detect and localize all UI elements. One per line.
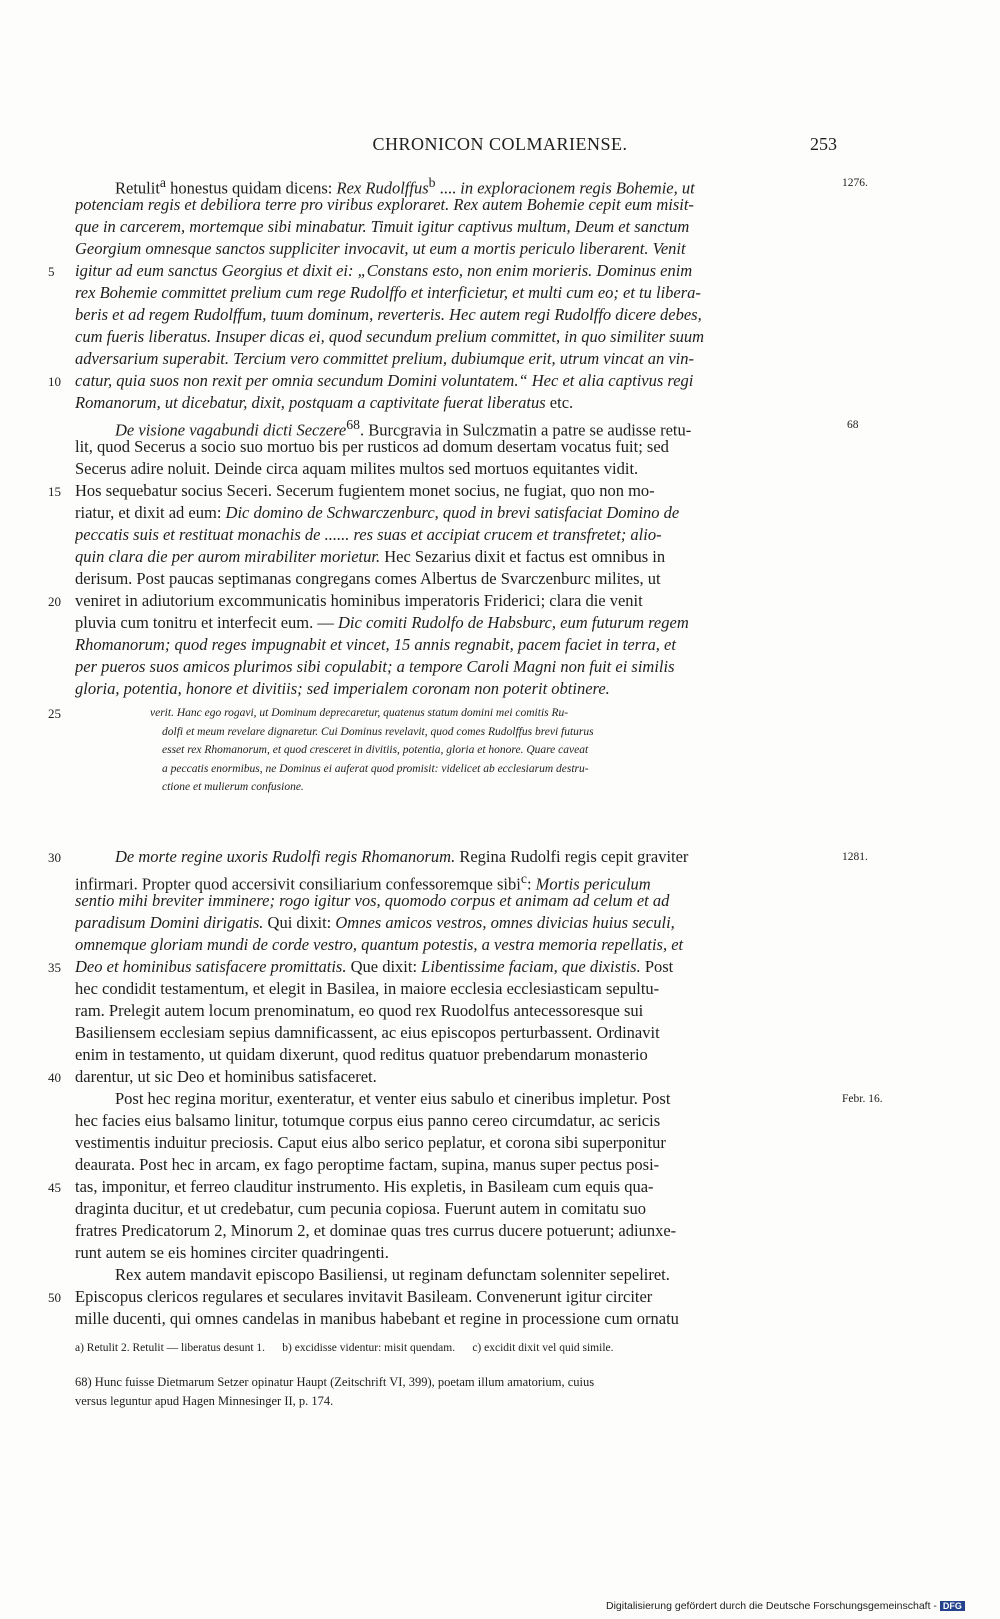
quotation-block <box>150 704 850 797</box>
text-line: Rex autem mandavit episcopo Basiliensi, ut reginam defunctam solenniter sepeliret. <box>115 1265 670 1284</box>
line-number: 25 <box>48 706 61 721</box>
quotation-line: dolfi et meum revelare dignaretur. Cui Dominus revelavit, quod comes Rudolffus brevi futurus <box>162 725 594 738</box>
margin-date: Febr. 16. <box>842 1093 883 1105</box>
text-line: hec condidit testamentum, et elegit in Basilea, in maiore ecclesia ecclesiasticam sepultu- <box>75 979 660 998</box>
text-line: Episcopus clericos regulares et seculares invitavit Basileam. Convenerunt igitur circiter <box>75 1287 653 1306</box>
text-line: De visione vagabundi dicti Seczere$^{68}$. Burcgravia in Sulczmatin a patre se audisse retu- <box>115 417 692 440</box>
apparatus-footnotes: a) Retulit 2. Retulit — liberatus desunt 1. b) excidisse videntur: misit quendam. c) excidit dixit vel quid simile. <box>75 1342 614 1354</box>
text-line: Secerus adire noluit. Deinde circa aquam milites multos sed mortuos equitantes vidit. <box>75 459 639 478</box>
text-line: deaurata. Post hec in arcam, ex fago peroptime factam, supina, manus super pectus posi- <box>75 1155 660 1174</box>
line-number: 30 <box>48 850 61 865</box>
text-line: Hos sequebatur socius Seceri. Secerum fugientem monet socius, ne fugiat, quo non mo- <box>75 481 655 500</box>
line-number: 10 <box>48 374 61 389</box>
quotation-line: a peccatis enormibus, ne Dominus ei auferat quod promisit: videlicet ab ecclesiarum destru- <box>162 762 589 775</box>
text-line: vestimentis induitur preciosis. Caput eius albo serico peplatur, et corona sibi superponitur <box>75 1133 666 1152</box>
text-line: que in carcerem, mortemque sibi minabatur. Timuit igitur captivus multum, Deum et sanctum <box>75 217 690 236</box>
text-line: infirmari. Propter quod accersivit consiliarium confessoremque sibi$^c$: Mortis periculum <box>75 871 651 894</box>
text-line: quin clara die per aurom mirabiliter morietur. Hec Sezarius dixit et factus est omnibus in <box>75 547 666 566</box>
text-line: enim in testamento, ut quidam dixerunt, quod reditus quatuor prebendarum monasterio <box>75 1045 648 1064</box>
footnote-68-cont: versus leguntur apud Hagen Minnesinger II, p. 174. <box>75 1394 334 1408</box>
line-number: 40 <box>48 1070 61 1085</box>
text-line: omnemque gloriam mundi de corde vestro, quantum potestis, a vestra memoria repellatis, et <box>75 935 684 954</box>
line-number: 45 <box>48 1180 61 1195</box>
text-line: Post hec regina moritur, exenteratur, et venter eius sabulo et cineribus impletur. Post <box>115 1089 671 1108</box>
text-line: ram. Prelegit autem locum prenominatum, eo quod rex Ruodolfus antecessoresque sui <box>75 1001 644 1020</box>
text-line: Deo et hominibus satisfacere promittatis. Que dixit: Libentissime faciam, que dixistis. Post <box>75 957 674 976</box>
margin-note-ref: 68 <box>847 419 859 431</box>
quotation-line: esset rex Rhomanorum, et quod cresceret in divitiis, potentia, gloria et honore. Quare caveat <box>162 744 589 756</box>
quotation-line: ctione et mulierum confusione. <box>162 781 304 793</box>
text-line: paradisum Domini dirigatis. Qui dixit: Omnes amicos vestros, omnes divicias huius seculi, <box>75 913 675 932</box>
margin-date: 1281. <box>842 851 868 863</box>
footnote-68: 68) Hunc fuisse Dietmarum Setzer opinatur Haupt (Zeitschrift VI, 399), poetam illum amatorium, cuius <box>75 1375 595 1389</box>
text-line: fratres Predicatorum 2, Minorum 2, et dominae quas tres currus ducere potuerunt; adiunxe- <box>75 1221 677 1240</box>
text-line: rex Bohemie committet prelium cum rege Rudolffo et interficietur, et multi cum eo; et tu libera- <box>75 283 701 302</box>
text-line: gloria, potentia, honore et divitiis; sed imperialem coronam non poterit obtinere. <box>75 679 610 698</box>
text-line: riatur, et dixit ad eum: Dic domino de Schwarczenburc, quod in brevi satisfaciat Domino de <box>75 503 680 522</box>
text-line: Rhomanorum; quod reges impugnabit et vincet, 15 annis regnabit, pacem faciet in terra, et <box>75 635 676 654</box>
text-line: draginta ducitur, et ut credebatur, cum pecunia copiosa. Fuerunt autem in comitatu suo <box>75 1199 646 1218</box>
page-title: CHRONICON COLMARIENSE. <box>372 134 628 154</box>
text-line: hec facies eius balsamo linitur, totumque corpus eius panno cereo circumdatur, ac sericis <box>75 1111 661 1130</box>
line-number: 5 <box>48 264 55 279</box>
text-line: tas, imponitur, et ferreo clauditur instrumento. His expletis, in Basileam cum equis qua- <box>75 1177 654 1196</box>
text-line: Romanorum, ut dicebatur, dixit, postquam a captivitate fuerat liberatus etc. <box>75 393 574 412</box>
text-line: potenciam regis et debiliora terre pro viribus exploraret. Rex autem Bohemie cepit eum misit- <box>75 195 694 214</box>
text-line: mille ducenti, qui omnes candelas in manibus habebant et regine in processione cum ornatu <box>75 1309 679 1328</box>
text-line: peccatis suis et restituat monachis de ...... res suas et accipiat crucem et transfretet; alio- <box>75 525 662 544</box>
text-line: per pueros suos amicos plurimos sibi copulabit; a tempore Caroli Magni non fuit ei similis <box>75 657 675 676</box>
text-line: catur, quia suos non rexit per omnia secundum Domini voluntatem.“ Hec et alia captivus regi <box>75 371 694 390</box>
text-line: veniret in adiutorium excommunicatis hominibus imperatoris Friderici; clara die venit <box>75 591 643 610</box>
text-line: derisum. Post paucas septimanas congregans comes Albertus de Svarczenburc milites, ut <box>75 569 661 588</box>
margin-date: 1276. <box>842 177 868 189</box>
text-line: De morte regine uxoris Rudolfi regis Rhomanorum. Regina Rudolfi regis cepit graviter <box>115 847 689 866</box>
dfg-logo: DFG <box>940 1601 965 1611</box>
text-line: Retulit$^a$ honestus quidam dicens: Rex Rudolffus$^b$ .... in exploracionem regis Bohemie, ut <box>115 175 695 198</box>
text-line: lit, quod Secerus a socio suo mortuo bis per rusticos ad domum desertam vocatus fuit; sed <box>75 437 669 456</box>
text-line: runt autem se eis homines circiter quadringenti. <box>75 1243 389 1262</box>
line-number: 35 <box>48 960 61 975</box>
line-number: 20 <box>48 594 61 609</box>
text-line: Basiliensem ecclesiam sepius damnificassent, ac eius episcopos perturbassent. Ordinavit <box>75 1023 660 1042</box>
line-number: 15 <box>48 484 61 499</box>
digitization-credit <box>606 1600 965 1612</box>
quotation-line: verit. Hanc ego rogavi, ut Dominum deprecaretur, quatenus statum domini mei comitis Ru- <box>150 707 569 719</box>
page-number: 253 <box>810 134 837 154</box>
text-line: adversarium superabit. Tercium vero committet prelium, dubiumque erit, utrum vincat an vin- <box>75 349 694 368</box>
text-line: pluvia cum tonitru et interfecit eum. — Dic comiti Rudolfo de Habsburc, eum futurum regem <box>75 613 689 632</box>
text-line: sentio mihi breviter imminere; rogo igitur vos, quomodo corpus et animam ad celum et ad <box>75 891 670 910</box>
text-line: Georgium omnesque sanctos suppliciter invocavit, ut eum a mortis periculo liberarent. Venit <box>75 239 686 258</box>
credit-text: Digitalisierung gefördert durch die Deutsche Forschungsgemeinschaft - <box>606 1600 937 1612</box>
text-line: darentur, ut sic Deo et hominibus satisfaceret. <box>75 1067 377 1086</box>
text-line: igitur ad eum sanctus Georgius et dixit ei: „Constans esto, non enim morieris. Dominus enim <box>75 261 693 280</box>
text-line: beris et ad regem Rudolffum, tuum dominum, reverteris. Hec autem regi Rudolffo dicere debes, <box>75 305 702 324</box>
text-line: cum fueris liberatus. Insuper dicas ei, quod secundum prelium committet, in quo similiter suum <box>75 327 705 346</box>
line-number: 50 <box>48 1290 61 1305</box>
